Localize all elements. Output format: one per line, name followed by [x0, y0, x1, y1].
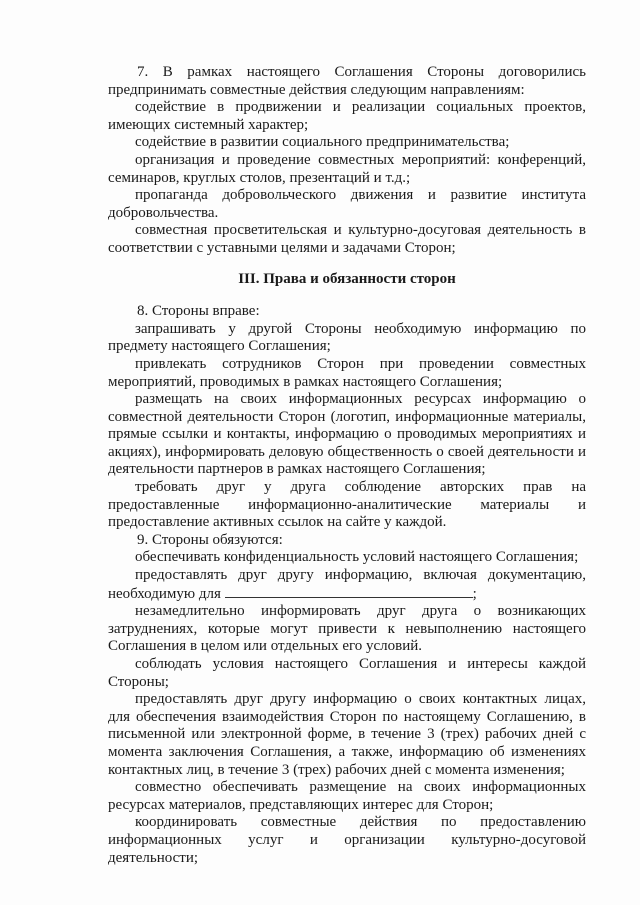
list-item: требовать друг у друга соблюдение авторских прав на предоставленные информационно-аналитические материалы и предоставление активных ссылок на сайте у каждой.	[108, 479, 586, 531]
list-item: соблюдать условия настоящего Соглашения и интересы каждой Стороны;	[108, 656, 586, 690]
list-item: пропаганда добровольческого движения и развитие института добровольчества.	[108, 187, 586, 221]
item-8-paragraph: 8. Стороны вправе:	[137, 303, 260, 320]
list-item: размещать на своих информационных ресурсах информацию о совместной деятельности Сторон (логотип, информационные материалы, прямые ссылки и контакты, информацию о проводимых мероприятиях и акциях), информировать деловую общественность о своей деятельности и деятельности партнеров в рамках настоящего Соглашения;	[108, 391, 586, 478]
item-9-paragraph: 9. Стороны обязуются:	[137, 531, 283, 548]
list-item: совместная просветительская и культурно-досуговая деятельность в соответствии с уставными целями и задачами Сторон;	[108, 222, 586, 256]
list-item: незамедлительно информировать друг друга о возникающих затруднениях, которые могут привести к невыполнению настоящего Соглашения в целом или отдельных его условий.	[108, 603, 586, 655]
list-item: координировать совместные действия по предоставлению информационных услуг и организации культурно-досуговой деятельности;	[108, 814, 586, 866]
list-item-end: ;	[472, 585, 477, 602]
list-item: совместно обеспечивать размещение на своих информационных ресурсах материалов, представляющих интерес для Сторон;	[108, 779, 586, 813]
list-item: обеспечивать конфиденциальность условий настоящего Соглашения;	[135, 549, 579, 566]
item-7-paragraph: 7. В рамках настоящего Соглашения Стороны договорились предпринимать совместные действия следующим направлениям:	[108, 64, 586, 98]
list-item-text: предоставлять друг другу информацию, включая документацию, необходимую для	[108, 567, 586, 602]
list-item: содействие в продвижении и реализации социальных проектов, имеющих системный характер;	[108, 99, 586, 133]
list-item	[108, 567, 586, 603]
list-item: предоставлять друг другу информацию о своих контактных лицах, для обеспечения взаимодействия Сторон по настоящему Соглашению, в письменной или электронной форме, в течение 3 (трех) рабочих дней с момента заключения Соглашения, а также, информацию об изменениях контактных лиц, в течение 3 (трех) рабочих дней с момента изменения;	[108, 691, 586, 778]
list-item: содействие в развитии социального предпринимательства;	[135, 134, 510, 151]
list-item: привлекать сотрудников Сторон при проведении совместных мероприятий, проводимых в рамках настоящего Соглашения;	[108, 355, 586, 390]
section-heading: III. Права и обязанности сторон	[238, 270, 456, 287]
blank-fill-line	[225, 585, 473, 598]
list-item: запрашивать у другой Стороны необходимую информацию по предмету настоящего Соглашения;	[108, 320, 586, 355]
list-item: организация и проведение совместных мероприятий: конференций, семинаров, круглых столов, презентаций и т.д.;	[108, 151, 586, 186]
document-body	[108, 64, 586, 867]
